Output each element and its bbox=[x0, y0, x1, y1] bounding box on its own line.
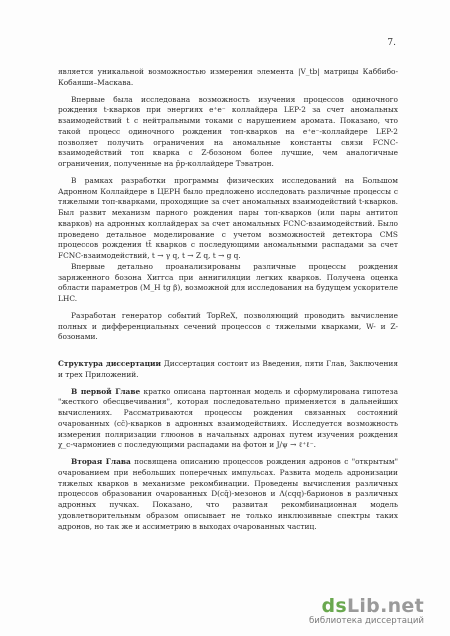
chapter-2-text: посвящена описанию процессов рождения адронов с "открытым" очарованием при небольших поперечных импульсах. Развита модель адронизации тяжелых кварков в механизме рекомбинации. Проведены вычисления различных процессов образования очарованных D(cq̄)-мезонов и Λ(cqq)-барионов в различных адронных пучках. Показано, что развитая рекомбинационная модель удовлетворительным образом описывает не только инклюзивные спектры таких адронов, но так же и асcиметрию в выходах очарованных частиц. bbox=[58, 457, 398, 531]
paragraph-higgs: Впервые детально проанализированы различные процессы рождения заряженного бозона Хиггса при аннигиляции легких кварков. Получена оценка области параметров (M_H tg β), возможной для исследования на будущем ускорителе LHC. bbox=[58, 261, 398, 303]
chapter-2-lead: Вторая Глава bbox=[71, 457, 131, 466]
dslib-watermark[interactable] bbox=[309, 596, 424, 626]
chapter-1-lead: В первой Главе bbox=[71, 386, 141, 396]
structure-text: Диссертация состоит из Введения, пяти Глав, Заключения и трех Приложений. bbox=[58, 359, 399, 379]
paragraph-lep2: Впервые была исследована возможность изучения процессов одиночного рождения t-кварков при энергиях e⁺e⁻ коллайдера LEP-2 за счет аномальных взаимодействий t с нейтральными токами с нарушением аромата. Показано, что такой процесс одиночного рождения топ-кварков на e⁺e⁻-коллайдере LEP-2 позволяет получить ограничения на аномальные константы связи FCNC-взаимодействий топ кварка с Z-бозоном более лучшие, чем аналогичные ограничения, полученные на p̄p-коллайдере Тэватрон. bbox=[58, 94, 398, 168]
structure-heading: Структура диссертации bbox=[58, 359, 162, 368]
paragraph-lhc-fcnc: В рамках разработки программы физических исследований на Большом Адронном Коллайдере в ЦЕРН было предложено исследовать различные процессы с тяжелыми топ-кварками, проходящие за счет аномальных взаимодействий t-кварков. Был развит механизм парного рождения пары топ-кварков (или пары антитоп кварков) на адронных коллайдерах за счет аномальных FCNC-взаимодействий. Было проведено детальное моделирование с учетом возможностей детектора CMS процессов рождения tt̄ кварков с последующими аномальными распадами за счет FCNC-взаимодействий, t → γ q, t → Z q, t → g q. bbox=[58, 175, 398, 260]
page-number: 7. bbox=[387, 38, 396, 48]
paragraph-chapter-2 bbox=[58, 457, 398, 532]
paragraph-chapter-1 bbox=[58, 387, 398, 452]
paragraph-toprex: Разработан генератор событий TopReX, позволяющий проводить вычисление полных и дифференциальных сечений процессов с тяжелыми кварками, W- и Z-бозонами. bbox=[58, 310, 398, 342]
paragraph-structure bbox=[58, 359, 398, 381]
chapter-1-text: кратко описана партонная модель и сформулирована гипотеза "жесткого обесцвечивания", которая последовательно применяется в дальнейших вычислениях. Рассматриваются процессы рождения связанных состояний очарованных (cc̄)-кварков в адронных взаимодействиях. Исследуется возможность измерения поляризации глюонов в начальных адронах путем изучения рождения χ_c-чармониев с последующими распадами на фотон и J/ψ → ℓ⁺ℓ⁻. bbox=[58, 386, 398, 450]
paragraph-vtb: является уникальной возможностью измерения элемента |V_tb| матрицы Каббибо-Кобаяши–Маскава. bbox=[58, 67, 398, 87]
dslib-logo: dsLib.net bbox=[321, 595, 424, 617]
document-body bbox=[58, 67, 398, 532]
dslib-subtitle: библиотека диссертаций bbox=[308, 616, 424, 626]
